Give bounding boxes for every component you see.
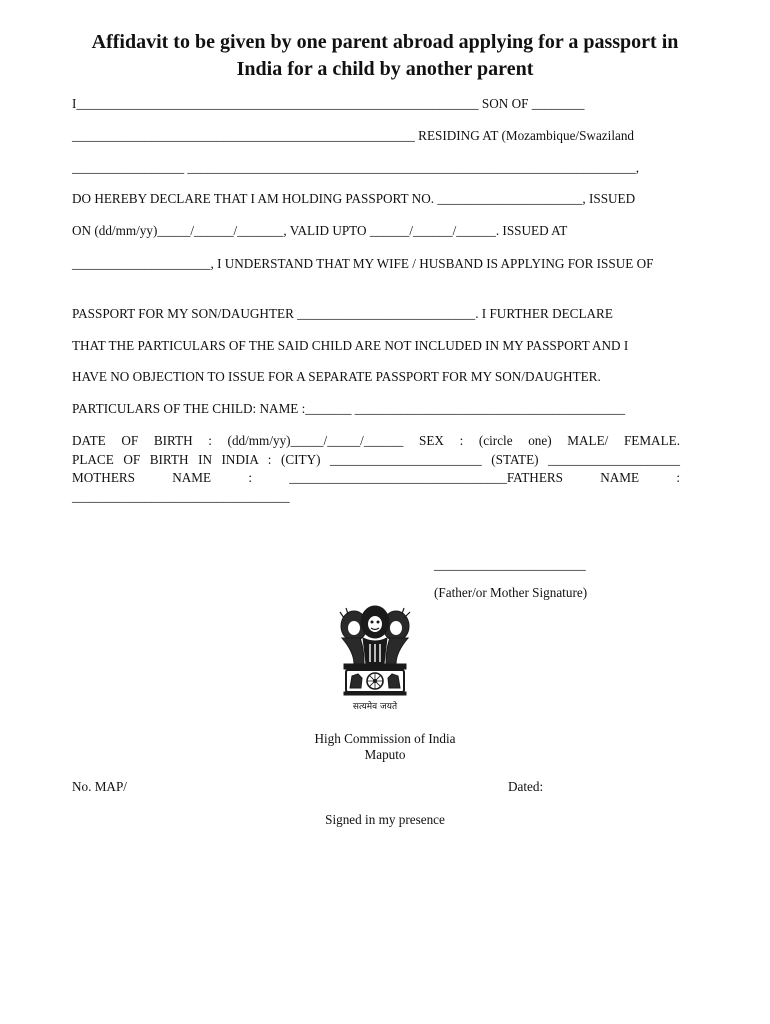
signature-line: _______________________: [434, 557, 586, 572]
fathers-name-blank: _________________________________: [72, 489, 290, 504]
child-passport-line: PASSPORT FOR MY SON/DAUGHTER ___________________________. I FURTHER DECLARE: [72, 306, 613, 321]
parents-names-line: MOTHERS NAME : _________________________________FATHERS NAME :: [72, 470, 680, 485]
reference-number: No. MAP/: [72, 779, 127, 794]
no-objection-line: HAVE NO OBJECTION TO ISSUE FOR A SEPARATE PASSPORT FOR MY SON/DAUGHTER.: [72, 369, 601, 384]
particulars-statement-line: THAT THE PARTICULARS OF THE SAID CHILD ARE NOT INCLUDED IN MY PASSPORT AND I: [72, 338, 629, 353]
declarant-name-line: I_____________________________________________________________ SON OF ________: [72, 96, 585, 111]
date-of-birth-line: DATE OF BIRTH : (dd/mm/yy)_____/_____/______ SEX : (circle one) MALE/ FEMALE.: [72, 433, 680, 448]
address-line: _________________ ____________________________________________________________________,: [72, 160, 640, 175]
title-line-2: India for a child by another parent: [236, 58, 534, 80]
national-emblem: [334, 604, 416, 712]
lion-capital-emblem-icon: [334, 604, 416, 712]
title-line-1: Affidavit to be given by one parent abroad applying for a passport in: [91, 31, 679, 53]
issue-validity-line: ON (dd/mm/yy)_____/______/_______, VALID UPTO ______/______/______. ISSUED AT: [72, 223, 568, 238]
document-title: [40, 29, 730, 83]
spouse-application-line: _____________________, I UNDERSTAND THAT MY WIFE / HUSBAND IS APPLYING FOR ISSUE OF: [72, 256, 654, 271]
dated-label: Dated:: [508, 779, 544, 794]
signature-label: (Father/or Mother Signature): [434, 585, 588, 600]
office-name: High Commission of India: [314, 731, 456, 746]
child-name-line: PARTICULARS OF THE CHILD: NAME :_______ _________________________________________: [72, 401, 626, 416]
residence-line: ____________________________________________________ RESIDING AT (Mozambique/Swaziland: [72, 128, 635, 143]
office-city: Maputo: [364, 747, 406, 762]
signed-in-presence: Signed in my presence: [325, 812, 445, 827]
emblem-motto: सत्यमेव जयते: [352, 702, 398, 712]
passport-number-line: DO HEREBY DECLARE THAT I AM HOLDING PASSPORT NO. ______________________, ISSUED: [72, 191, 636, 206]
place-of-birth-line: PLACE OF BIRTH IN INDIA : (CITY) _______________________ (STATE) ____________________: [72, 452, 680, 467]
